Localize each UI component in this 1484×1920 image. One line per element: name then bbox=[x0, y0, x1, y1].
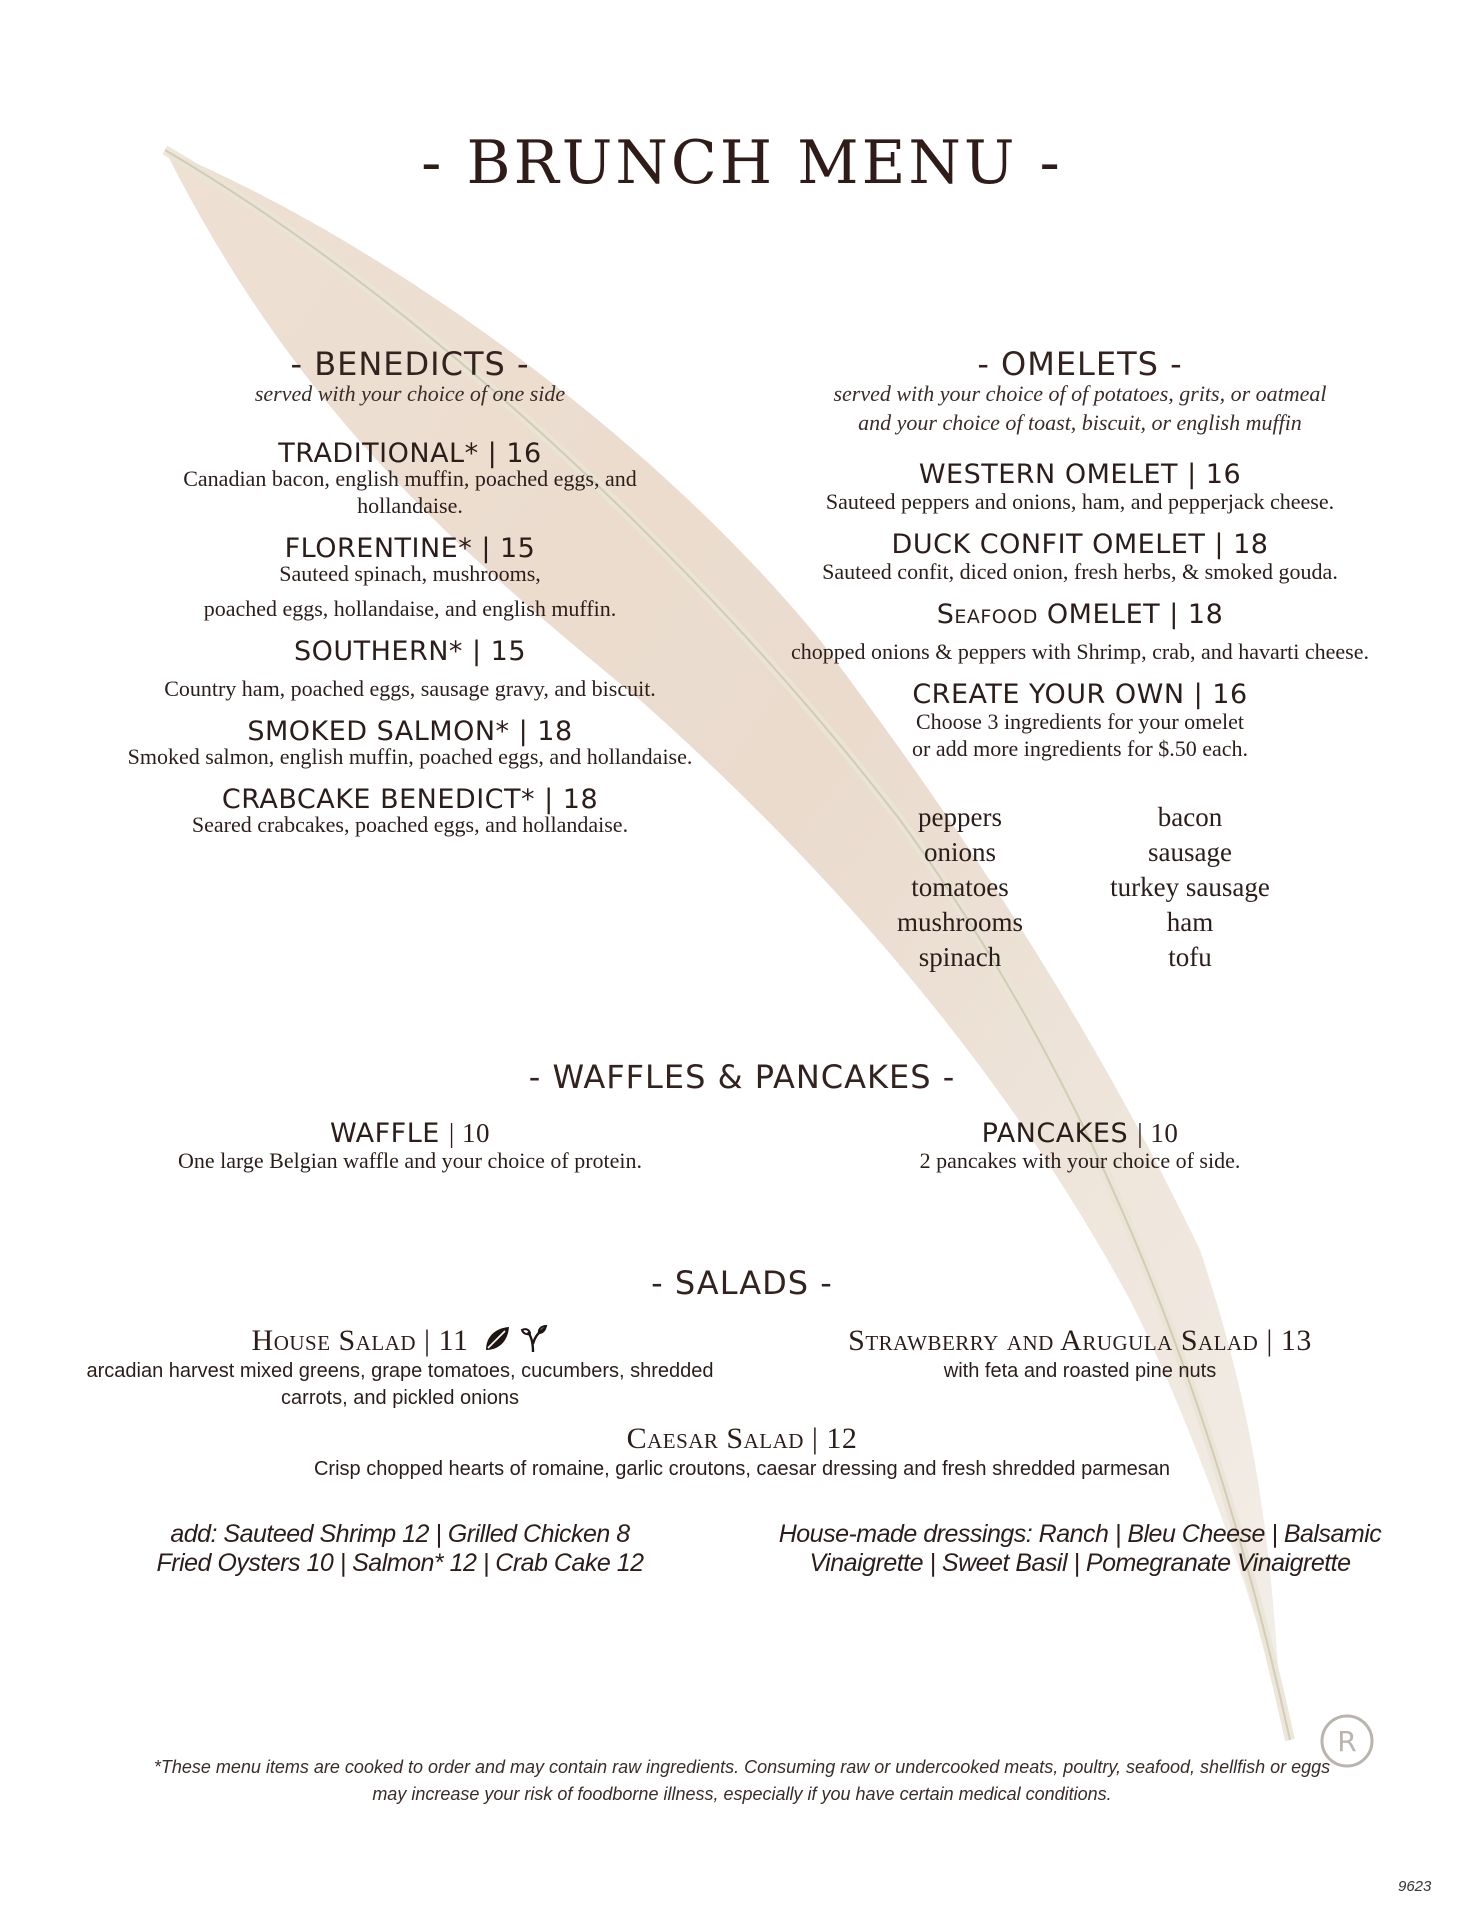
item-name: SMOKED SALMON* | 18 bbox=[247, 716, 573, 747]
ingredient: peppers bbox=[918, 802, 1002, 832]
section-heading: - OMELETS - bbox=[977, 345, 1183, 383]
footnote-line: *These menu items are cooked to order and may contain raw ingredients. Consuming raw or undercooked meats, poultry, seafood, shellfish or eggs bbox=[153, 1757, 1331, 1777]
item-name: WAFFLE bbox=[329, 1118, 440, 1149]
item-description: Sauteed peppers and onions, ham, and pepperjack cheese. bbox=[825, 489, 1335, 514]
salad-dressings bbox=[740, 1520, 1420, 1578]
dressing-line: House-made dressings: Ranch | Bleu Cheese | Balsamic bbox=[778, 1520, 1382, 1548]
menu-item bbox=[70, 784, 750, 838]
svg-text:R: R bbox=[1337, 1725, 1357, 1758]
vegan-leaf-icon bbox=[482, 1324, 512, 1354]
addon-line: Fried Oysters 10 | Salmon* 12 | Crab Cake 12 bbox=[156, 1549, 644, 1577]
menu-item bbox=[70, 636, 750, 702]
section-subtitle: served with your choice of one side bbox=[254, 381, 566, 406]
ingredient: sausage bbox=[1148, 837, 1232, 867]
ingredient: turkey sausage bbox=[1110, 872, 1270, 902]
ingredient: ham bbox=[1166, 907, 1214, 937]
ingredient: mushrooms bbox=[896, 907, 1023, 937]
ingredient: tofu bbox=[1168, 942, 1212, 972]
menu-item-caesar-salad bbox=[0, 1422, 1484, 1483]
item-name: DUCK CONFIT OMELET | 18 bbox=[891, 529, 1269, 560]
footnote-line: may increase your risk of foodborne illness, especially if you have certain medical conditions. bbox=[372, 1784, 1112, 1804]
menu-item bbox=[70, 438, 750, 519]
menu-item bbox=[70, 716, 750, 770]
item-description: Canadian bacon, english muffin, poached eggs, and bbox=[183, 466, 637, 491]
vegetarian-sprout-icon bbox=[520, 1324, 548, 1354]
item-description: arcadian harvest mixed greens, grape tomatoes, cucumbers, shredded bbox=[86, 1360, 714, 1382]
item-description: Smoked salmon, english muffin, poached eggs, and hollandaise. bbox=[127, 744, 693, 769]
ingredient: spinach bbox=[918, 942, 1002, 972]
item-price: | 10 bbox=[1137, 1118, 1179, 1148]
item-description: Seared crabcakes, poached eggs, and hollandaise. bbox=[191, 812, 629, 837]
menu-item-pancakes bbox=[780, 1118, 1380, 1174]
item-name: Seafood OMELET | 18 bbox=[936, 599, 1224, 630]
section-heading-waffles: - WAFFLES & PANCAKES - bbox=[528, 1058, 956, 1096]
menu-item bbox=[740, 529, 1420, 585]
section-subtitle: and your choice of toast, biscuit, or english muffin bbox=[858, 410, 1302, 435]
item-description: or add more ingredients for $.50 each. bbox=[912, 736, 1248, 761]
item-description: Crisp chopped hearts of romaine, garlic croutons, caesar dressing and fresh shredded parmesan bbox=[313, 1458, 1170, 1480]
menu-item-waffle bbox=[110, 1118, 710, 1174]
footnote bbox=[0, 1754, 1484, 1808]
omelets-section bbox=[740, 345, 1420, 762]
ingredients-list-left bbox=[860, 800, 1060, 975]
item-description: carrots, and pickled onions bbox=[281, 1387, 519, 1409]
item-price: | 10 bbox=[448, 1118, 491, 1148]
page-title: - BRUNCH MENU - bbox=[421, 128, 1063, 198]
section-subtitle: served with your choice of of potatoes, grits, or oatmeal bbox=[833, 381, 1327, 406]
item-name: House Salad | 11 bbox=[251, 1324, 469, 1357]
item-name: SOUTHERN* | 15 bbox=[293, 636, 527, 667]
item-description: chopped onions & peppers with Shrimp, crab, and havarti cheese. bbox=[791, 639, 1369, 664]
item-name: CRABCAKE BENEDICT* | 18 bbox=[221, 784, 599, 815]
section-heading-salads: - SALADS - bbox=[651, 1264, 833, 1302]
ingredient: tomatoes bbox=[911, 872, 1009, 902]
item-name: Caesar Salad | 12 bbox=[626, 1422, 858, 1455]
item-description: Sauteed spinach, mushrooms, bbox=[279, 561, 541, 586]
item-description: hollandaise. bbox=[357, 493, 463, 518]
salad-addons bbox=[60, 1520, 740, 1578]
benedicts-section bbox=[70, 345, 750, 838]
item-name: Strawberry and Arugula Salad | 13 bbox=[848, 1324, 1312, 1357]
item-name: WESTERN OMELET | 16 bbox=[918, 459, 1242, 490]
menu-item bbox=[70, 533, 750, 622]
item-name: PANCAKES bbox=[981, 1118, 1129, 1149]
item-description: Choose 3 ingredients for your omelet bbox=[915, 709, 1245, 734]
ingredient: onions bbox=[923, 837, 996, 867]
dressing-line: Vinaigrette | Sweet Basil | Pomegranate Vinaigrette bbox=[809, 1549, 1351, 1577]
item-description: with feta and roasted pine nuts bbox=[943, 1360, 1217, 1382]
item-description: Country ham, poached eggs, sausage gravy, and biscuit. bbox=[164, 676, 656, 701]
menu-item bbox=[740, 679, 1420, 762]
item-description: Sauteed confit, diced onion, fresh herbs, & smoked gouda. bbox=[822, 559, 1338, 584]
item-name: CREATE YOUR OWN | 16 bbox=[912, 679, 1248, 710]
item-description: 2 pancakes with your choice of side. bbox=[919, 1148, 1241, 1173]
addon-line: add: Sauteed Shrimp 12 | Grilled Chicken 8 bbox=[170, 1520, 630, 1548]
ingredient: bacon bbox=[1157, 802, 1223, 832]
item-name: FLORENTINE* | 15 bbox=[284, 533, 536, 564]
item-description: One large Belgian waffle and your choice of protein. bbox=[177, 1148, 643, 1173]
menu-item bbox=[740, 459, 1420, 515]
section-heading: - BENEDICTS - bbox=[290, 345, 530, 383]
ingredients-list-right bbox=[1080, 800, 1300, 975]
menu-item-house-salad bbox=[60, 1324, 740, 1412]
item-description: poached eggs, hollandaise, and english muffin. bbox=[203, 596, 617, 621]
menu-code: 9623 bbox=[1398, 1878, 1432, 1895]
menu-item-strawberry-salad bbox=[740, 1324, 1420, 1385]
menu-item bbox=[740, 599, 1420, 665]
item-name: TRADITIONAL* | 16 bbox=[278, 438, 542, 469]
